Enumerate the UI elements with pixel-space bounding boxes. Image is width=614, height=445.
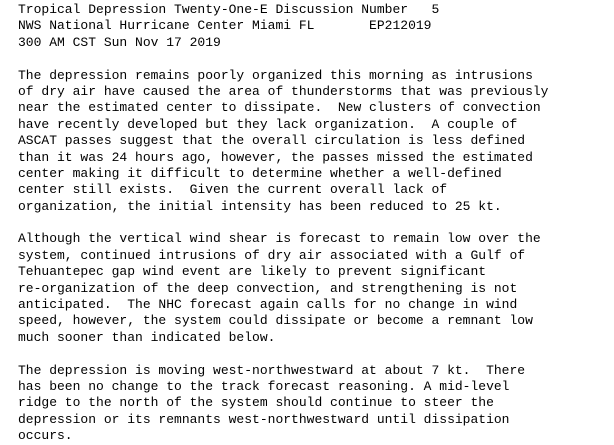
discussion-document xyxy=(18,2,610,445)
paragraph-line: re-organization of the deep convection, and strengthening is not xyxy=(18,280,518,296)
paragraph-shear-forecast xyxy=(18,231,610,346)
paragraph-line: The depression is moving west-northwestward at about 7 kt. There xyxy=(18,362,526,378)
paragraph-gap xyxy=(18,346,610,362)
paragraph-line: ASCAT passes suggest that the overall circulation is less defined xyxy=(18,133,526,149)
paragraph-line: center making it difficult to determine whether a well-defined xyxy=(18,165,502,181)
paragraph-line: speed, however, the system could dissipate or become a remnant low xyxy=(18,313,533,329)
paragraph-gap xyxy=(18,51,610,67)
paragraph-intensity xyxy=(18,68,610,216)
header-title-line: Tropical Depression Twenty-One-E Discussion Number 5 xyxy=(18,2,440,17)
paragraph-line: has been no change to the track forecast reasoning. A mid-level xyxy=(18,378,510,394)
paragraph-line: than it was 24 hours ago, however, the passes missed the estimated xyxy=(18,149,533,165)
paragraph-line: organization, the initial intensity has been reduced to 25 kt. xyxy=(18,198,502,214)
paragraph-line: of dry air have caused the area of thunderstorms that was previously xyxy=(18,83,549,99)
paragraph-line: Although the vertical wind shear is forecast to remain low over the xyxy=(18,231,541,247)
paragraph-line: occurs. xyxy=(18,428,73,444)
discussion-header xyxy=(18,2,610,51)
paragraph-line: have recently developed but they lack organization. A couple of xyxy=(18,116,518,132)
paragraph-line: Tehuantepec gap wind event are likely to prevent significant xyxy=(18,264,487,280)
paragraph-line: depression or its remnants west-northwestward until dissipation xyxy=(18,411,510,427)
paragraph-line: much sooner than indicated below. xyxy=(18,329,276,345)
paragraph-track xyxy=(18,363,610,445)
paragraph-line: center still exists. Given the current overall lack of xyxy=(18,182,448,198)
paragraph-gap xyxy=(18,215,610,231)
paragraph-line: The depression remains poorly organized this morning as intrusions xyxy=(18,67,533,83)
paragraph-line: system, continued intrusions of dry air associated with a Gulf of xyxy=(18,247,526,263)
paragraph-line: near the estimated center to dissipate. New clusters of convection xyxy=(18,100,541,116)
paragraph-line: anticipated. The NHC forecast again calls for no change in wind xyxy=(18,297,518,313)
header-office-line: NWS National Hurricane Center Miami FL EP212019 xyxy=(18,18,432,34)
header-timestamp-line: 300 AM CST Sun Nov 17 2019 xyxy=(18,34,221,50)
paragraph-line: ridge to the north of the system should continue to steer the xyxy=(18,395,494,411)
